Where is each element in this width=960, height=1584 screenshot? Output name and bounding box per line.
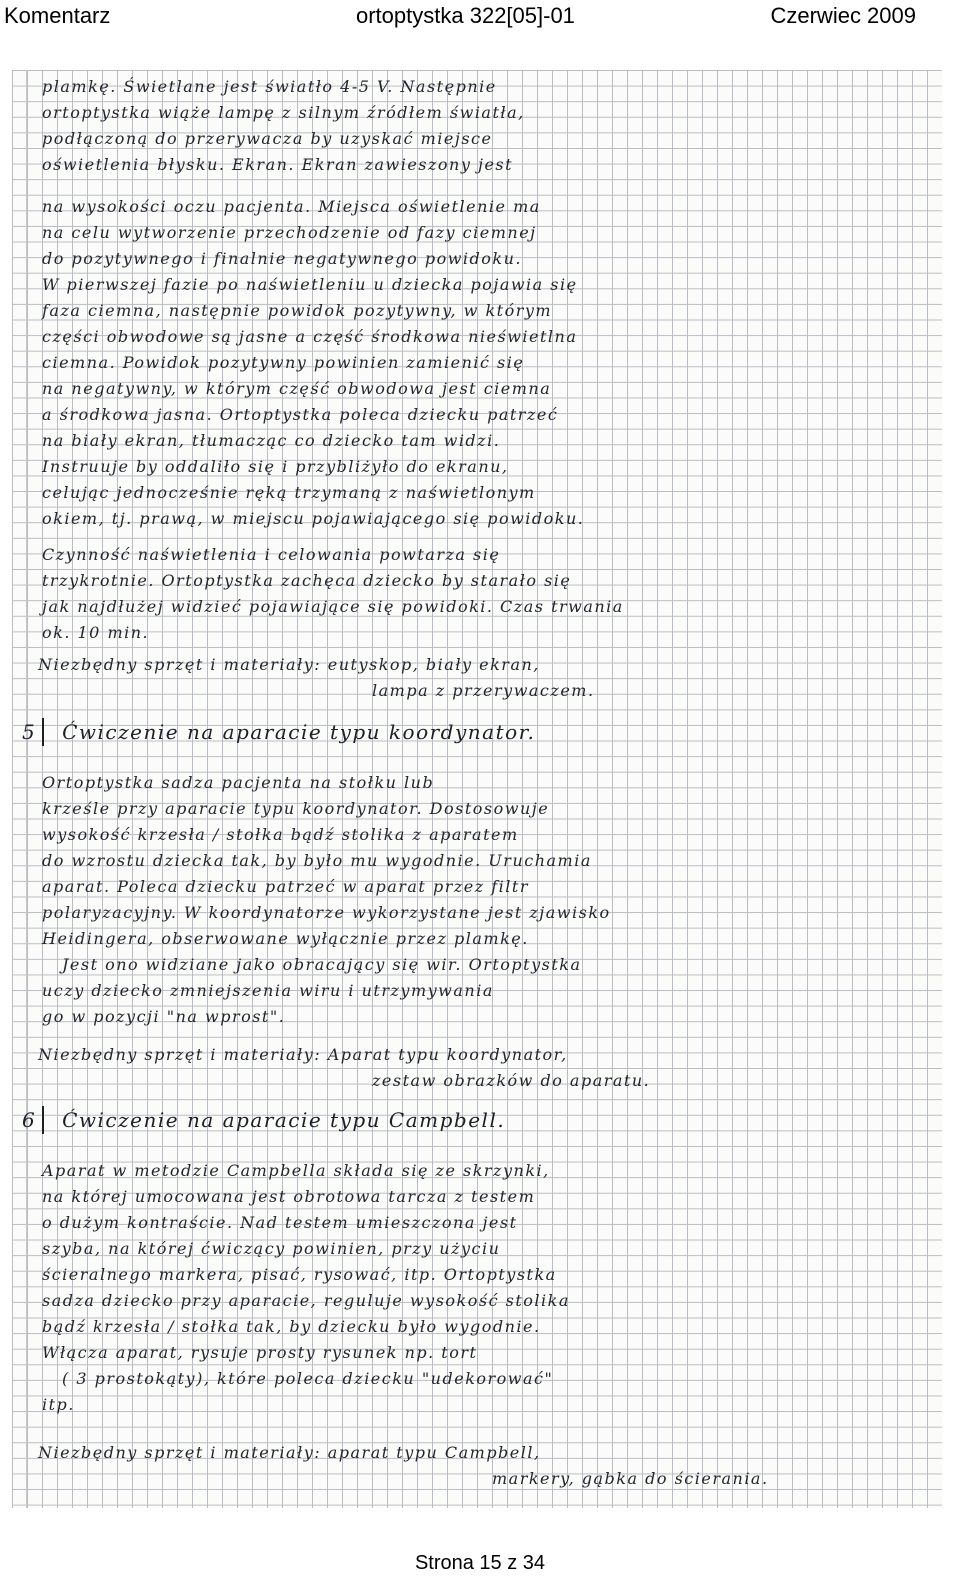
text-line: a środkowa jasna. Ortoptystka poleca dziecku patrzeć [42, 405, 559, 424]
text-line: ortoptystka wiąże lampę z silnym źródłem światła, [42, 103, 525, 122]
text-line: aparat. Poleca dziecku patrzeć w aparat przez filtr [42, 877, 529, 896]
text-line: W pierwszej fazie po naświetleniu u dziecka pojawia się [42, 275, 578, 294]
text-line: sadza dziecko przy aparacie, reguluje wysokość stolika [42, 1291, 570, 1310]
text-line: ok. 10 min. [42, 623, 150, 642]
text-line: na wysokości oczu pacjenta. Miejsca oświetlenie ma [42, 197, 541, 216]
text-line: na biały ekran, tłumacząc co dziecko tam widzi. [42, 431, 501, 450]
text-line: podłączoną do przerywacza by uzyskać miejsce [42, 129, 493, 148]
text-line: Włącza aparat, rysuje prosty rysunek np. tort [42, 1343, 478, 1362]
handwritten-scan [12, 70, 942, 1508]
text-line: polaryzacyjny. W koordynatorze wykorzystane jest zjawisko [42, 903, 611, 922]
header-doc-type: Komentarz [4, 3, 111, 28]
section-number: 6 [22, 1106, 44, 1134]
section-5-heading [22, 718, 535, 746]
text-line: na celu wytworzenie przechodzenie od fazy ciemnej [42, 223, 537, 242]
section-title: Ćwiczenie na aparacie typu Campbell. [62, 1108, 506, 1132]
text-line: itp. [42, 1395, 75, 1414]
margin-line [26, 70, 27, 1508]
text-line: Instruuje by oddaliło się i przybliżyło do ekranu, [42, 457, 509, 476]
text-line: go w pozycji "na wprost". [42, 1007, 286, 1026]
text-line: bądź krzesła / stołka tak, by dziecku było wygodnie. [42, 1317, 541, 1336]
text-line: Ortoptystka sadza pacjenta na stołku lub [42, 773, 435, 792]
text-line: Heidingera, obserwowane wyłącznie przez plamkę. [42, 929, 529, 948]
text-line: o dużym kontraście. Nad testem umieszczona jest [42, 1213, 518, 1232]
text-line: trzykrotnie. Ortoptystka zachęca dziecko by starało się [42, 571, 572, 590]
materials-line: Niezbędny sprzęt i materiały: eutyskop, biały ekran, [38, 655, 540, 674]
header-code: ortoptystka 322[05]-01 [356, 3, 575, 28]
section-number: 5 [22, 718, 44, 746]
text-line: do pozytywnego i finalnie negatywnego powidoku. [42, 249, 522, 268]
page-header [0, 0, 960, 36]
text-line: ścieralnego markera, pisać, rysować, itp. Ortoptystka [42, 1265, 557, 1284]
materials-line: markery, gąbka do ścierania. [492, 1469, 769, 1488]
text-line: ( 3 prostokąty), które poleca dziecku "udekorować" [62, 1369, 554, 1388]
text-line: krześle przy aparacie typu koordynator. Dostosowuje [42, 799, 550, 818]
text-line: faza ciemna, następnie powidok pozytywny, w którym [42, 301, 553, 320]
text-line: celując jednocześnie ręką trzymaną z naświetlonym [42, 483, 536, 502]
materials-line: zestaw obrazków do aparatu. [372, 1071, 651, 1090]
text-line: szyba, na której ćwiczący powinien, przy użyciu [42, 1239, 501, 1258]
text-line: uczy dziecko zmniejszenia wiru i utrzymywania [42, 981, 494, 1000]
text-line: ciemna. Powidok pozytywny powinien zamienić się [42, 353, 525, 372]
text-line: jak najdłużej widzieć pojawiające się powidoki. Czas trwania [42, 597, 624, 616]
text-line: wysokość krzesła / stołka bądź stolika z aparatem [42, 825, 519, 844]
materials-line: lampa z przerywaczem. [372, 681, 595, 700]
text-line: Czynność naświetlenia i celowania powtarza się [42, 545, 501, 564]
text-line: części obwodowe są jasne a część środkowa nieświetlna [42, 327, 578, 346]
materials-line: Niezbędny sprzęt i materiały: aparat typu Campbell, [38, 1443, 541, 1462]
page-number: Strona 15 z 34 [414, 1552, 546, 1574]
section-6-heading [22, 1106, 505, 1134]
text-line: na której umocowana jest obrotowa tarcza z testem [42, 1187, 536, 1206]
text-line: Aparat w metodzie Campbella składa się ze skrzynki, [42, 1161, 550, 1180]
text-line: okiem, tj. prawą, w miejscu pojawiającego się powidoku. [42, 509, 585, 528]
header-date: Czerwiec 2009 [770, 3, 916, 28]
text-line: Jest ono widziane jako obracający się wir. Ortoptystka [62, 955, 582, 974]
text-line: plamkę. Świetlane jest światło 4-5 V. Następnie [42, 77, 497, 96]
text-line: oświetlenia błysku. Ekran. Ekran zawieszony jest [42, 155, 514, 174]
text-line: do wzrostu dziecka tak, by było mu wygodnie. Uruchamia [42, 851, 592, 870]
section-title: Ćwiczenie na aparacie typu koordynator. [62, 720, 536, 744]
materials-line: Niezbędny sprzęt i materiały: Aparat typu koordynator, [38, 1045, 568, 1064]
text-line: na negatywny, w którym część obwodowa jest ciemna [42, 379, 552, 398]
